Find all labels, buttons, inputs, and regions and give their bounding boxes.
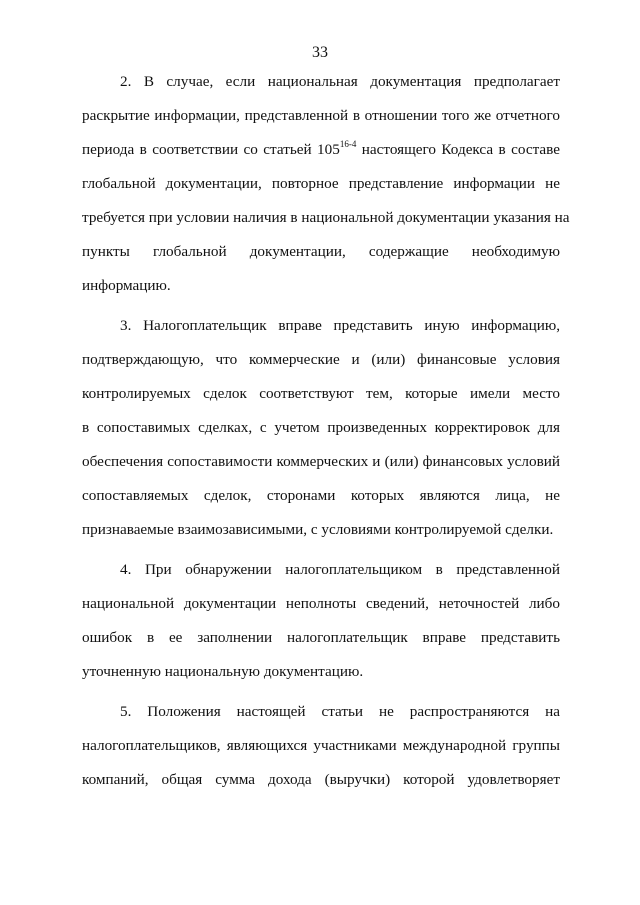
text-line: 5. Положения настоящей статьи не распространяются на <box>120 703 560 720</box>
text-line: обеспечения сопоставимости коммерческих и (или) финансовых условий <box>82 453 560 470</box>
text-line: 2. В случае, если национальная документация предполагает <box>120 73 560 90</box>
text-line: 4. При обнаружении налогоплательщиком в представленной <box>120 561 560 578</box>
text-line: пункты глобальной документации, содержащие необходимую <box>82 243 560 260</box>
text-line: в сопоставимых сделках, с учетом произведенных корректировок для <box>82 419 560 436</box>
paragraph-5 <box>82 695 560 797</box>
text-line: раскрытие информации, представленной в отношении того же отчетного <box>82 107 560 124</box>
text-line-tail: настоящего Кодекса в составе <box>356 141 560 158</box>
text-line: компаний, общая сумма дохода (выручки) которой удовлетворяет <box>82 771 560 788</box>
text-line-start: периода в соответствии со статьей 105 <box>82 141 340 158</box>
text-line: подтверждающую, что коммерческие и (или) финансовые условия <box>82 351 560 368</box>
text-line: сопоставляемых сделок, сторонами которых являются лица, не <box>82 487 560 504</box>
text-line: информацию. <box>82 277 171 294</box>
text-line: глобальной документации, повторное представление информации не <box>82 175 560 192</box>
article-superscript: 16-4 <box>339 139 357 149</box>
text-line: уточненную национальную документацию. <box>82 663 364 680</box>
text-line-with-article-reference <box>82 133 560 167</box>
paragraph-4 <box>82 553 560 689</box>
text-line: требуется при условии наличия в национальной документации указания на <box>82 209 570 226</box>
text-line: 3. Налогоплательщик вправе представить иную информацию, <box>120 317 560 334</box>
document-body <box>82 65 570 803</box>
text-line: признаваемые взаимозависимыми, с условиями контролируемой сделки. <box>82 521 554 538</box>
page-number: 33 <box>312 44 328 61</box>
paragraph-3 <box>82 309 560 547</box>
paragraph-2 <box>82 65 570 303</box>
text-line: контролируемых сделок соответствуют тем, которые имели место <box>82 385 560 402</box>
text-line: налогоплательщиков, являющихся участниками международной группы <box>82 737 560 754</box>
text-line: национальной документации неполноты сведений, неточностей либо <box>82 595 560 612</box>
text-line: ошибок в ее заполнении налогоплательщик вправе представить <box>82 629 560 646</box>
